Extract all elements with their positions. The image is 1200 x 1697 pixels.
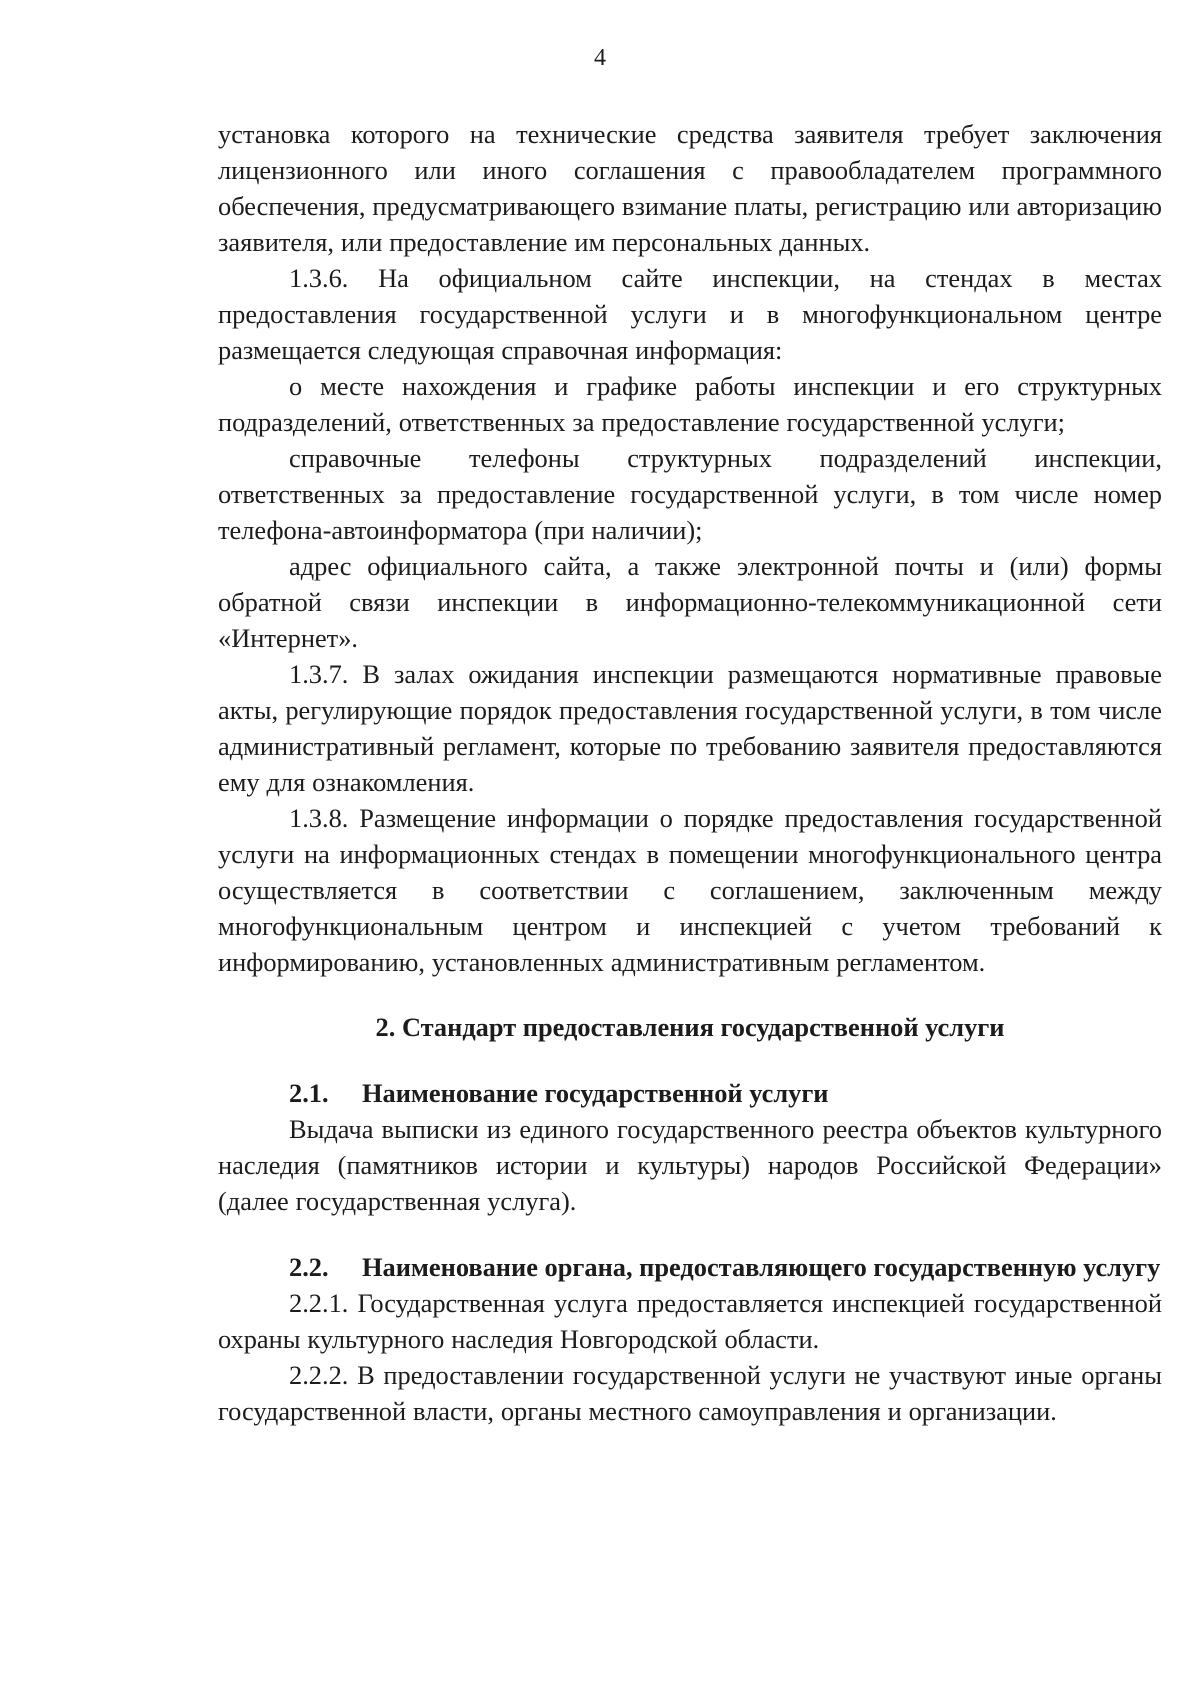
paragraph-location-info: о месте нахождения и графике работы инспекции и его структурных подразделений, ответственных за предоставление государственной услуги; xyxy=(218,371,1162,437)
document-body xyxy=(218,116,1162,1429)
subsection-2-1-number: 2.1. xyxy=(289,1078,329,1108)
page-number: 4 xyxy=(594,45,606,71)
paragraph-2-2-2: 2.2.2. В предоставлении государственной услуги не участвуют иные органы государственной власти, органы местного самоуправления и организации. xyxy=(218,1360,1162,1426)
paragraph-1-3-7: 1.3.7. В залах ожидания инспекции размещаются нормативные правовые акты, регулирующие порядок предоставления государственной услуги, в том числе административный регламент, которые по требованию заявителя предоставляются ему для ознакомления. xyxy=(218,659,1162,797)
paragraph-1-3-8: 1.3.8. Размещение информации о порядке предоставления государственной услуги на информационных стендах в помещении многофункционального центра осуществляется в соответствии с соглашением, заключенным между многофункциональным центром и инспекцией с учетом требований к информированию, установленных административным регламентом. xyxy=(218,803,1162,977)
paragraph-continuation: установка которого на технические средства заявителя требует заключения лицензионного или иного соглашения с правообладателем программного обеспечения, предусматривающего взимание платы, регистрацию или авторизацию заявителя, или предоставление им персональных данных. xyxy=(218,119,1162,257)
paragraph-2-2-1: 2.2.1. Государственная услуга предоставляется инспекцией государственной охраны культурного наследия Новгородской области. xyxy=(218,1288,1162,1354)
section-2-heading: 2. Стандарт предоставления государственной услуги xyxy=(375,1012,1005,1042)
subsection-2-2-heading xyxy=(218,1249,1162,1285)
subsection-2-2-title: Наименование органа, предоставляющего государственную услугу xyxy=(362,1252,1161,1282)
paragraph-website-info: адрес официального сайта, а также электронной почты и (или) формы обратной связи инспекции в информационно-телекоммуникационной сети «Интернет». xyxy=(218,551,1162,653)
subsection-2-1-heading xyxy=(218,1075,1162,1111)
paragraph-phones-info: справочные телефоны структурных подразделений инспекции, ответственных за предоставление государственной услуги, в том числе номер телефона-автоинформатора (при наличии); xyxy=(218,443,1162,545)
subsection-2-1-title: Наименование государственной услуги xyxy=(362,1078,829,1108)
subsection-2-2-number: 2.2. xyxy=(289,1252,329,1282)
paragraph-1-3-6: 1.3.6. На официальном сайте инспекции, на стендах в местах предоставления государственной услуги и в многофункциональном центре размещается следующая справочная информация: xyxy=(218,263,1162,365)
paragraph-service-name: Выдача выписки из единого государственного реестра объектов культурного наследия (памятников истории и культуры) народов Российской Федерации» (далее государственная услуга). xyxy=(218,1114,1162,1216)
